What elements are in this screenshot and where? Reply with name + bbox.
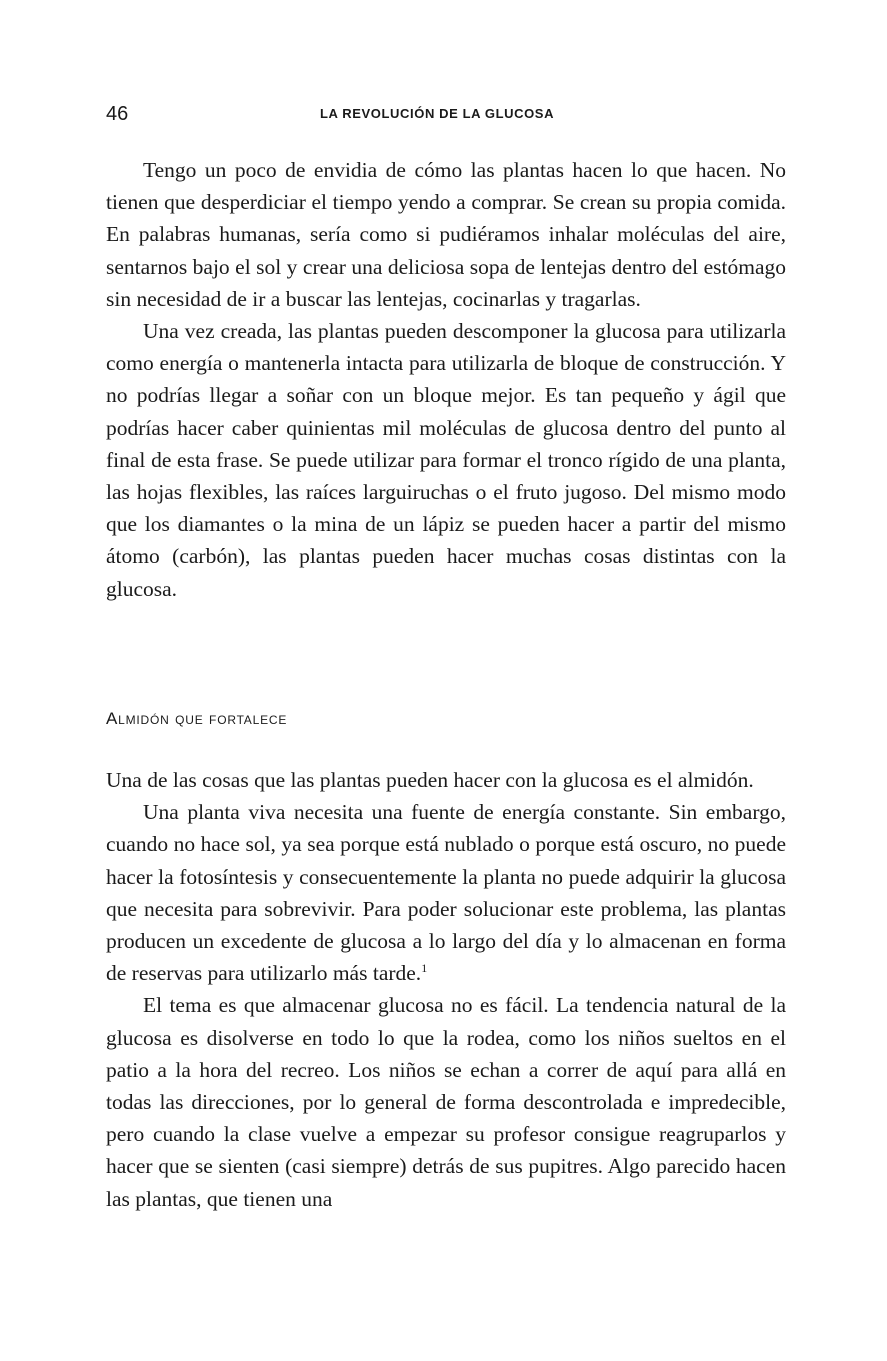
paragraph: Una de las cosas que las plantas pueden hacer con la glucosa es el almidón. xyxy=(106,768,754,792)
body-text-bottom xyxy=(106,764,786,1215)
page-number: 46 xyxy=(106,103,129,125)
running-title: LA REVOLUCIÓN DE LA GLUCOSA xyxy=(320,106,555,121)
section-heading: Almidón que fortalece xyxy=(106,709,288,728)
paragraph: El tema es que almacenar glucosa no es fácil. La tendencia natural de la glucosa es disolverse en todo lo que la rodea, como los niños sueltos en el patio a la hora del recreo. Los niños se echan a correr de aquí para allá en todas las direcciones, por lo general de forma descontrolada e impredecible, pero cuando la clase vuelve a empezar su profesor consigue reagruparlos y hacer que se sienten (casi siempre) detrás de sus pupitres. Algo parecido hacen las plantas, que tienen una xyxy=(106,993,786,1211)
paragraph-with-footnote xyxy=(106,796,786,989)
paragraph: Una vez creada, las plantas pueden descomponer la glucosa para utilizarla como energía o mantenerla intacta para utilizarla de bloque de construcción. Y no podrías llegar a soñar con un bloque mejor. Es tan pequeño y ágil que podrías hacer caber quinientas mil moléculas de glucosa dentro del punto al final de esta frase. Se puede utilizar para formar el tronco rígido de una planta, las hojas flexibles, las raíces larguiruchas o el fruto jugoso. Del mismo modo que los diamantes o la mina de un lápiz se pueden hacer a partir del mismo átomo (carbón), las plantas pueden hacer muchas cosas distintas con la glucosa. xyxy=(106,319,786,601)
body-text-top xyxy=(106,154,786,605)
paragraph-text: Una planta viva necesita una fuente de energía constante. Sin embargo, cuando no hace sol, ya sea porque está nublado o porque está oscuro, no puede hacer la fotosíntesis y consecuentemente la planta no puede adquirir la glucosa que necesita para sobrevivir. Para poder solucionar este problema, las plantas producen un excedente de glucosa a lo largo del día y lo almacenan en forma de reservas para utilizarlo más tarde. xyxy=(106,800,786,986)
running-header xyxy=(106,100,786,128)
footnote-reference[interactable]: 1 xyxy=(421,961,428,976)
paragraph: Tengo un poco de envidia de cómo las plantas hacen lo que hacen. No tienen que desperdiciar el tiempo yendo a comprar. Se crean su propia comida. En palabras humanas, sería como si pudiéramos inhalar moléculas del aire, sentarnos bajo el sol y crear una deliciosa sopa de lentejas dentro del estómago sin necesidad de ir a buscar las lentejas, cocinarlas y tragarlas. xyxy=(106,158,786,311)
